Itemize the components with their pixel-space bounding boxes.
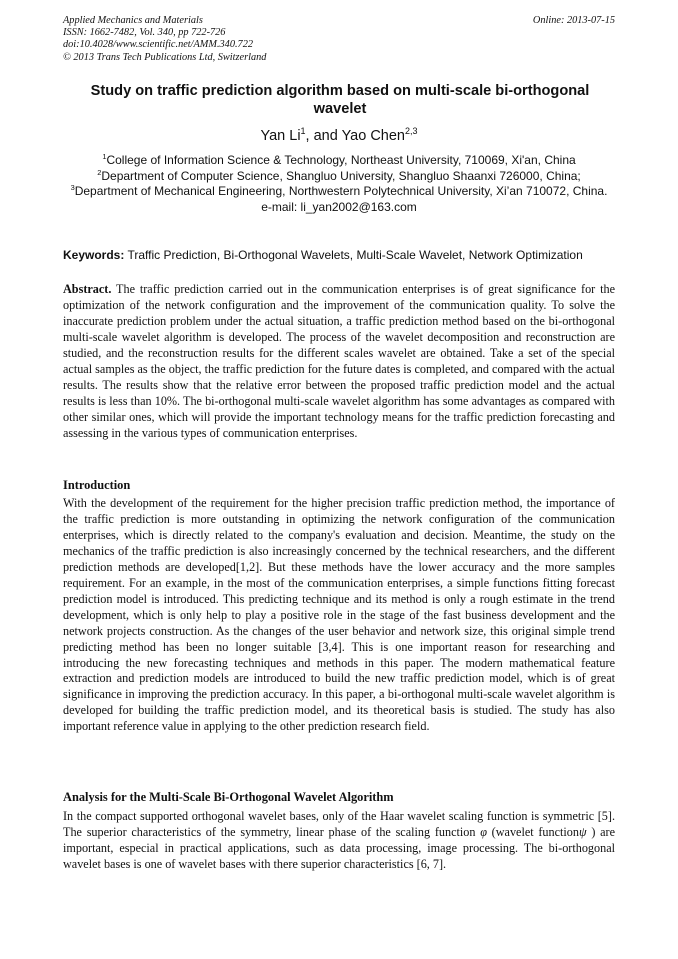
author-2: Yao Chen	[341, 128, 405, 144]
abstract	[63, 282, 615, 442]
affiliation-text: College of Information Science & Technology, Northeast University, 710069, Xi'an, China	[106, 153, 576, 167]
author-separator: , and	[305, 128, 342, 144]
doi-line: doi:10.4028/www.scientific.net/AMM.340.722	[63, 39, 253, 51]
keywords-text: Traffic Prediction, Bi-Orthogonal Wavelets, Multi-Scale Wavelet, Network Optimization	[127, 248, 583, 262]
introduction-heading: Introduction	[63, 478, 131, 492]
keywords	[63, 248, 623, 263]
affiliation-text: Department of Mechanical Engineering, Northwestern Polytechnical University, Xi’an 710072, China.	[74, 184, 608, 199]
affiliations	[63, 153, 615, 215]
analysis-text	[63, 809, 615, 873]
phi-symbol: φ	[480, 824, 487, 839]
analysis-text-c: ) are important, especial in practical applications, such as data processing, image processing. The bi-orthogonal wavelet bases is one of wavelet bases with there superior characteristics [6, 7].	[63, 824, 615, 871]
copyright-line: © 2013 Trans Tech Publications Ltd, Switzerland	[63, 51, 267, 63]
analysis-heading: Analysis for the Multi-Scale Bi-Orthogonal Wavelet Algorithm	[63, 790, 394, 804]
abstract-text: The traffic prediction carried out in the communication enterprises is of great significance for the optimization of the network configuration and the improvement of the communication quality. To solve the inaccurate prediction problem under the actual situation, a traffic prediction method based on the bi-orthogonal multi-scale wavelet algorithm is developed. The process of the wavelet decomposition and reconstruction are studied, and the reconstruction results for the different scales wavelet are obtained. Take a set of the special actual samples as the object, the traffic prediction for the future dates is completed, and compared with the actual results. The results show that the relative error between the proposed traffic prediction model and the actual results is less than 10%. The bi-orthogonal multi-scale wavelet algorithm has some advantages as compared with other similar ones, which will provide the important technology means for the traffic prediction forecasting and assessing in the various types of communication enterprises.	[63, 282, 615, 440]
psi-symbol: ψ	[579, 824, 587, 839]
email-line: e-mail: li_yan2002@163.com	[261, 199, 417, 214]
affiliation-number: 2	[97, 167, 102, 177]
journal-name: Applied Mechanics and Materials	[63, 15, 203, 26]
introduction-text: With the development of the requirement for the higher precision traffic prediction method, the importance of the traffic prediction is more outstanding in optimizing the network configuration of the communication enterprises, which is directly related to the company's evaluation and decision. Meantime, the study on the mechanics of the traffic prediction is also increasingly concerned by the technical researchers, and the different prediction methods are developed[1,2]. But these methods have the lower accuracy and the more samples requirement. For an example, in the most of the communication enterprises, a simple functions fitting forecast prediction model is introduced. This predicting technique and its method is only a rough estimate in the trend development, which is only help to play a positive role in the stage of the fast business development and the network projects construction. As the changes of the user behavior and network size, this original simple trend predicting method has been no longer suitable [3,4]. This is one important reason for researching and introducing the new forecasting techniques and methods in this paper. The modern mathematical feature extraction and prediction models are introduced to build the new traffic prediction model, which is of great significance in improving the prediction accuracy. In this paper, a bi-orthogonal multi-scale wavelet algorithm is developed for building the traffic prediction model, and its theoretical basis is studied. The study has also important reference value in applying to the other prediction research field.	[63, 496, 615, 734]
issn-line: ISSN: 1662-7482, Vol. 340, pp 722-726	[63, 27, 226, 39]
abstract-label: Abstract.	[63, 282, 112, 296]
affiliation-text: Department of Computer Science, Shangluo University, Shangluo Shaanxi 726000, China;	[101, 168, 581, 183]
affiliation-number: 1	[102, 152, 107, 161]
analysis-text-b: (wavelet function	[486, 824, 579, 839]
author-1: Yan Li	[260, 128, 301, 144]
analysis-text-a: In the compact supported orthogonal wavelet bases, only of the Haar wavelet scaling function is symmetric [5]. The superior characteristics of the symmetry, linear phase of the scaling function	[63, 809, 615, 839]
affiliation	[63, 169, 615, 185]
keywords-label: Keywords:	[63, 248, 125, 262]
paper-title: Study on traffic prediction algorithm based on multi-scale bi-orthogonal wavelet	[90, 83, 590, 117]
author-line	[63, 127, 615, 145]
affiliation	[63, 153, 615, 169]
author-2-affil: 2,3	[405, 126, 418, 137]
online-date: Online: 2013-07-15	[532, 15, 615, 26]
affiliation-number: 3	[70, 183, 75, 193]
affiliation	[63, 184, 615, 200]
author-1-affil: 1	[300, 126, 306, 137]
journal-header	[63, 15, 615, 64]
